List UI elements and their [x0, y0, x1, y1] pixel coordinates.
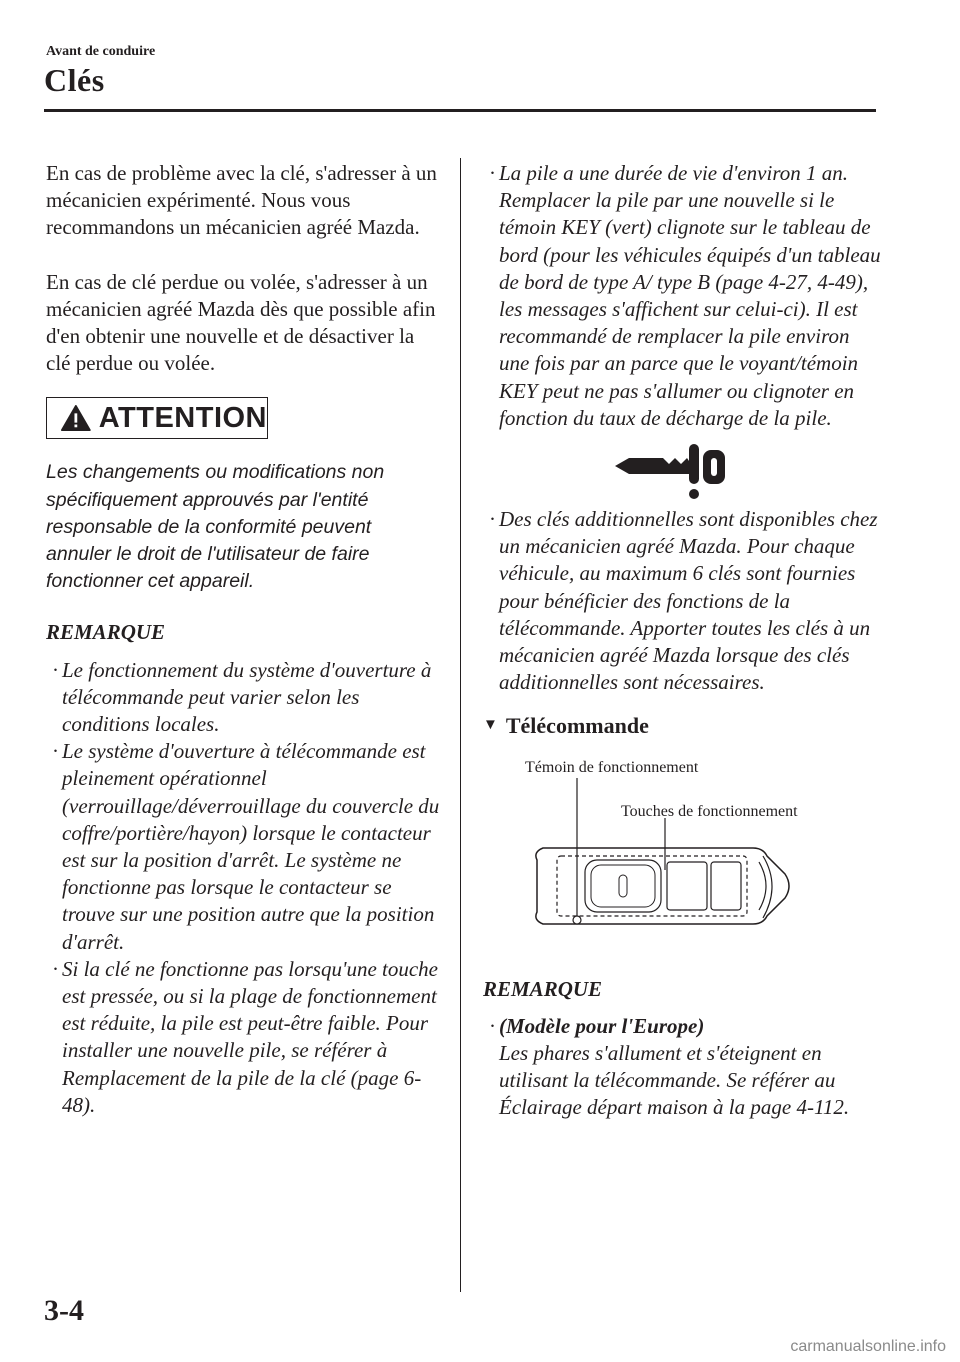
- page-title: Clés: [44, 62, 105, 98]
- spare-keys-list: [483, 506, 883, 696]
- battery-list: [483, 160, 883, 432]
- section-label: Avant de conduire: [46, 44, 156, 59]
- diagram-label-buttons: Touches de fonctionnement: [621, 802, 798, 820]
- remark-heading-right: REMARQUE: [483, 976, 603, 1001]
- left-column: [46, 160, 441, 1119]
- list-item: · La pile a une durée de vie d'environ 1 an. Remplacer la pile par une nouvelle si le témoin KEY (vert) clignote sur le tableau de bord (pour les véhicules équipés d'un tableau de bord de type A/ type B (page 4-27, 4-49), les messages s'affichent sur celui-ci). Il est recommandé de remplacer la pile environ une fois par an parce que le voyant/témoin KEY peut ne pas s'allumer ou clignoter en fonction du taux de décharge de la pile.: [483, 160, 883, 432]
- remark-list: [46, 657, 441, 1119]
- remote-diagram: [463, 740, 823, 970]
- page-number: 3-4: [44, 1294, 84, 1327]
- footer-watermark: carmanualsonline.info: [790, 1338, 946, 1355]
- diagram-label-indicator: Témoin de fonctionnement: [525, 758, 699, 776]
- subsection-title: Télécommande: [505, 713, 649, 739]
- remark-list-right: [483, 1013, 883, 1122]
- list-item: · Le fonctionnement du système d'ouverture à télécommande peut varier selon les conditions locales.: [46, 657, 441, 739]
- remark-headlights-text: Les phares s'allument et s'éteignent en utilisant la télécommande. Se référer au Éclairage départ maison à la page 4-112.: [499, 1041, 850, 1120]
- header-divider: [44, 109, 876, 112]
- paragraph-key-problem: En cas de problème avec la clé, s'adresser à un mécanicien expérimenté. Nous vous recommandons un mécanicien agréé Mazda.: [46, 161, 437, 240]
- list-item: [483, 1013, 883, 1122]
- remote-key-drawing: [463, 740, 823, 970]
- subsection-heading: [483, 712, 883, 739]
- paragraph-key-lost: En cas de clé perdue ou volée, s'adresser à un mécanicien agréé Mazda dès que possible afin d'en obtenir une nouvelle et de désactiver la clé perdue ou volée.: [46, 269, 436, 376]
- column-divider: [460, 158, 461, 1292]
- list-item: · Le système d'ouverture à télécommande est pleinement opérationnel (verrouillage/déverrouillage du couvercle du coffre/portière/hayon) lorsque le contacteur est sur la position d'arrêt. Le système ne fonctionne pas lorsque le contacteur se trouve sur une position autre que la position d'arrêt.: [46, 738, 441, 956]
- list-item: · Des clés additionnelles sont disponibles chez un mécanicien agréé Mazda. Pour chaque véhicule, au maximum 6 clés sont fournies pour bénéficier des fonctions de la télécommande. Apporter toutes les clés à un mécanicien agréé Mazda lorsque des clés additionnelles sont nécessaires.: [483, 506, 883, 696]
- warning-box: [46, 397, 268, 439]
- warning-text: Les changements ou modifications non spécifiquement approuvés par l'entité responsable de la conformité peuvent annuler le droit de l'utilisateur de faire fonctionner cet appareil.: [46, 461, 385, 593]
- warning-label: ATTENTION: [98, 401, 267, 434]
- remark-model-note: (Modèle pour l'Europe): [499, 1013, 705, 1038]
- remark-heading: REMARQUE: [46, 620, 166, 645]
- key-indicator-icon: [611, 444, 731, 508]
- triangle-bullet-icon: ▼: [483, 717, 498, 734]
- warning-triangle-icon: [61, 404, 91, 432]
- list-item: · Si la clé ne fonctionne pas lorsqu'une touche est pressée, ou si la plage de fonctionnement est réduite, la pile est peut-être faible. Pour installer une nouvelle pile, se référer à Remplacement de la pile de la clé (page 6-48).: [46, 956, 441, 1119]
- key-indicator-area: [483, 432, 883, 506]
- right-column: [483, 160, 883, 1122]
